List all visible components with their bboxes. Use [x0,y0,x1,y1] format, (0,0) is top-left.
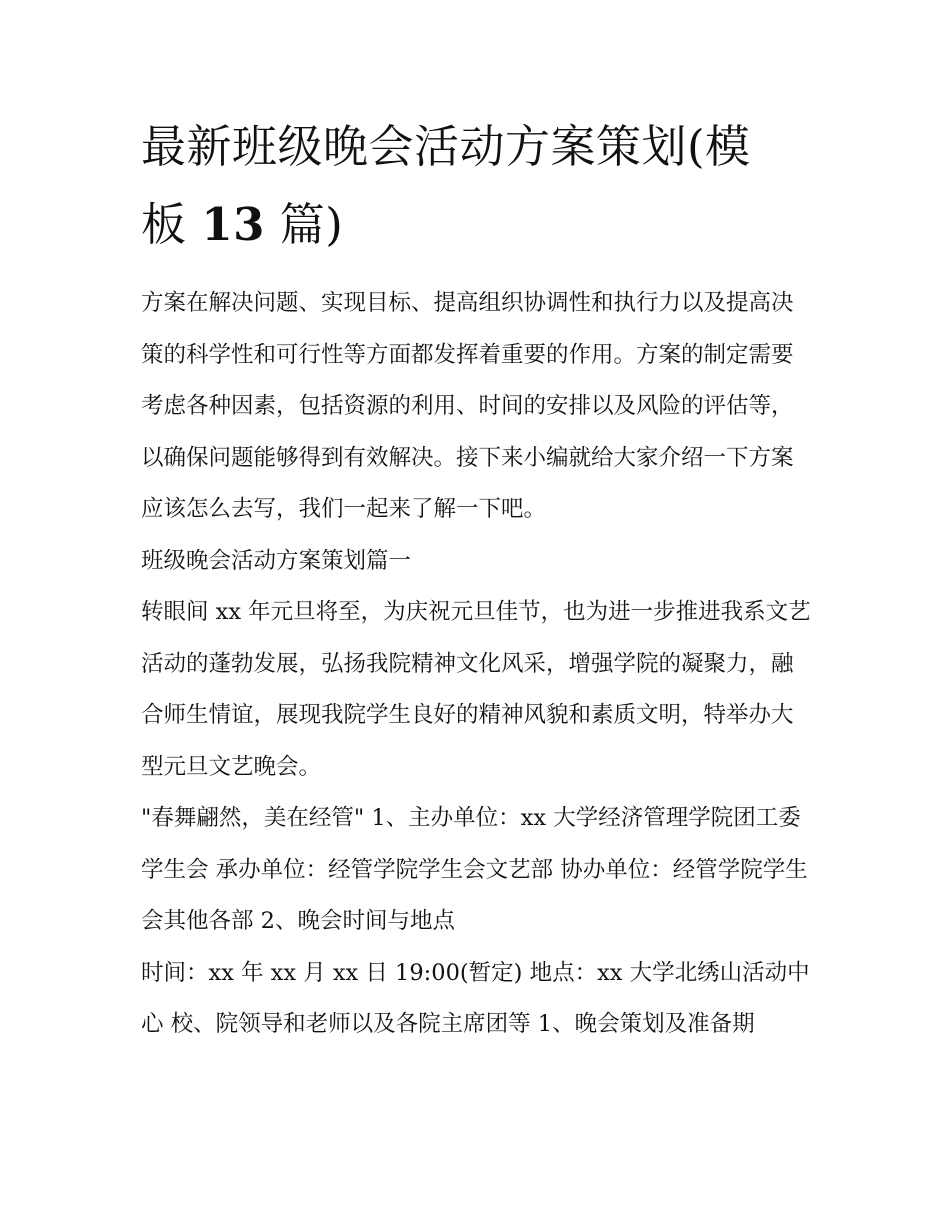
document-title [141,108,813,264]
document-body [141,108,813,1051]
body-paragraph-3: 时间：xx 年 xx 月 xx 日 19:00(暂定) 地点：xx 大学北绣山活动中心 校、院领导和老师以及各院主席团等 1、晚会策划及准备期 [141,959,810,1037]
body-paragraph-2: "春舞翩然，美在经管" 1、主办单位：xx 大学经济管理学院团工委学生会 承办单位：经管学院学生会文艺部 协办单位：经管学院学生会其他各部 2、晚会时间与地点 [141,805,808,934]
intro-paragraph: 方案在解决问题、实现目标、提高组织协调性和执行力以及提高决策的科学性和可行性等方面都发挥着重要的作用。方案的制定需要考虑各种因素，包括资源的利用、时间的安排以及风险的评估等，以确保问题能够得到有效解决。接下来小编就给大家介绍一下方案应该怎么去写，我们一起来了解一下吧。 [141,290,794,522]
title-line-1: 最新班级晚会活动方案策划(模 [141,120,751,173]
title-line-2-prefix: 板 [141,198,187,251]
body-paragraph-1: 转眼间 xx 年元旦将至，为庆祝元旦佳节，也为进一步推进我系文艺活动的蓬勃发展，弘扬我院精神文化风采，增强学院的凝聚力，融合师生情谊，展现我院学生良好的精神风貌和素质文明，特举办大型元旦文艺晚会。 [141,599,811,780]
title-count: 13 [201,198,265,251]
section-heading: 班级晚会活动方案策划篇一 [141,547,412,574]
title-line-2-suffix: 篇) [279,198,344,251]
